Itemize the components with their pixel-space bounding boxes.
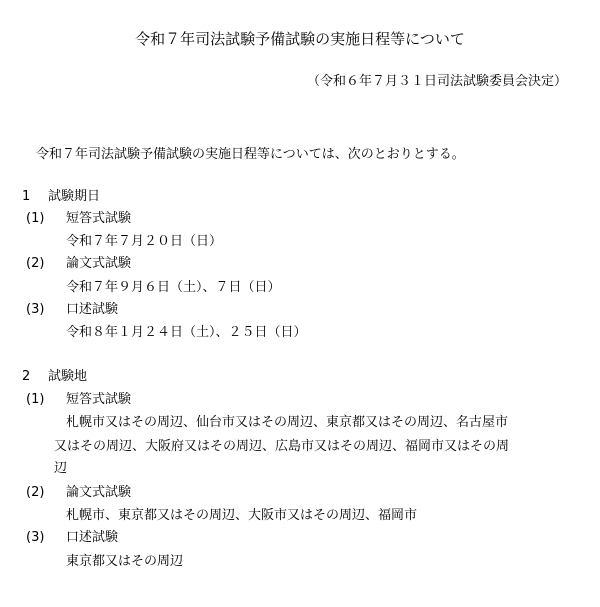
item-number: (3): [26, 530, 45, 545]
item-label: 短答式試験: [66, 392, 132, 407]
item-heading: [26, 257, 131, 270]
section-title: 試験期日: [48, 189, 101, 204]
item-heading: [26, 212, 131, 225]
item-text: 札幌市又はその周辺、仙台市又はその周辺、東京都又はその周辺、名古屋市: [66, 415, 509, 430]
item-label: 短答式試験: [66, 211, 132, 226]
item-label: 論文式試験: [66, 485, 132, 500]
section-heading: [22, 190, 100, 203]
item-heading: [26, 486, 131, 499]
item-heading: [26, 531, 118, 544]
section-number: 1: [22, 189, 31, 204]
item-number: (2): [26, 485, 45, 500]
item-text: 令和７年７月２０日（日）: [66, 234, 223, 249]
item-number: (1): [26, 211, 45, 226]
intro-text: 令和７年司法試験予備試験の実施日程等については、次のとおりとする。: [36, 147, 465, 162]
item-number: (2): [26, 256, 45, 271]
section-number: 2: [22, 369, 31, 384]
item-label: 論文式試験: [66, 256, 132, 271]
decision-note: （令和６年７月３１日司法試験委員会決定）: [306, 74, 567, 89]
item-text: 又はその周辺、大阪府又はその周辺、広島市又はその周辺、福岡市又はその周: [54, 439, 510, 454]
item-text: 令和８年１月２４日（土）、２５日（日）: [66, 325, 307, 340]
section-heading: [22, 370, 87, 383]
item-label: 口述試験: [66, 530, 119, 545]
item-text: 辺: [54, 461, 68, 476]
item-label: 口述試験: [66, 302, 119, 317]
document-title: 令和７年司法試験予備試験の実施日程等について: [135, 30, 465, 48]
item-heading: [26, 393, 131, 406]
item-text: 東京都又はその周辺: [66, 554, 184, 569]
item-number: (3): [26, 302, 45, 317]
item-text: 令和７年９月６日（土）、７日（日）: [66, 280, 281, 295]
item-number: (1): [26, 392, 45, 407]
item-heading: [26, 303, 118, 316]
section-title: 試験地: [48, 369, 88, 384]
item-text: 札幌市、東京都又はその周辺、大阪市又はその周辺、福岡市: [66, 508, 418, 523]
